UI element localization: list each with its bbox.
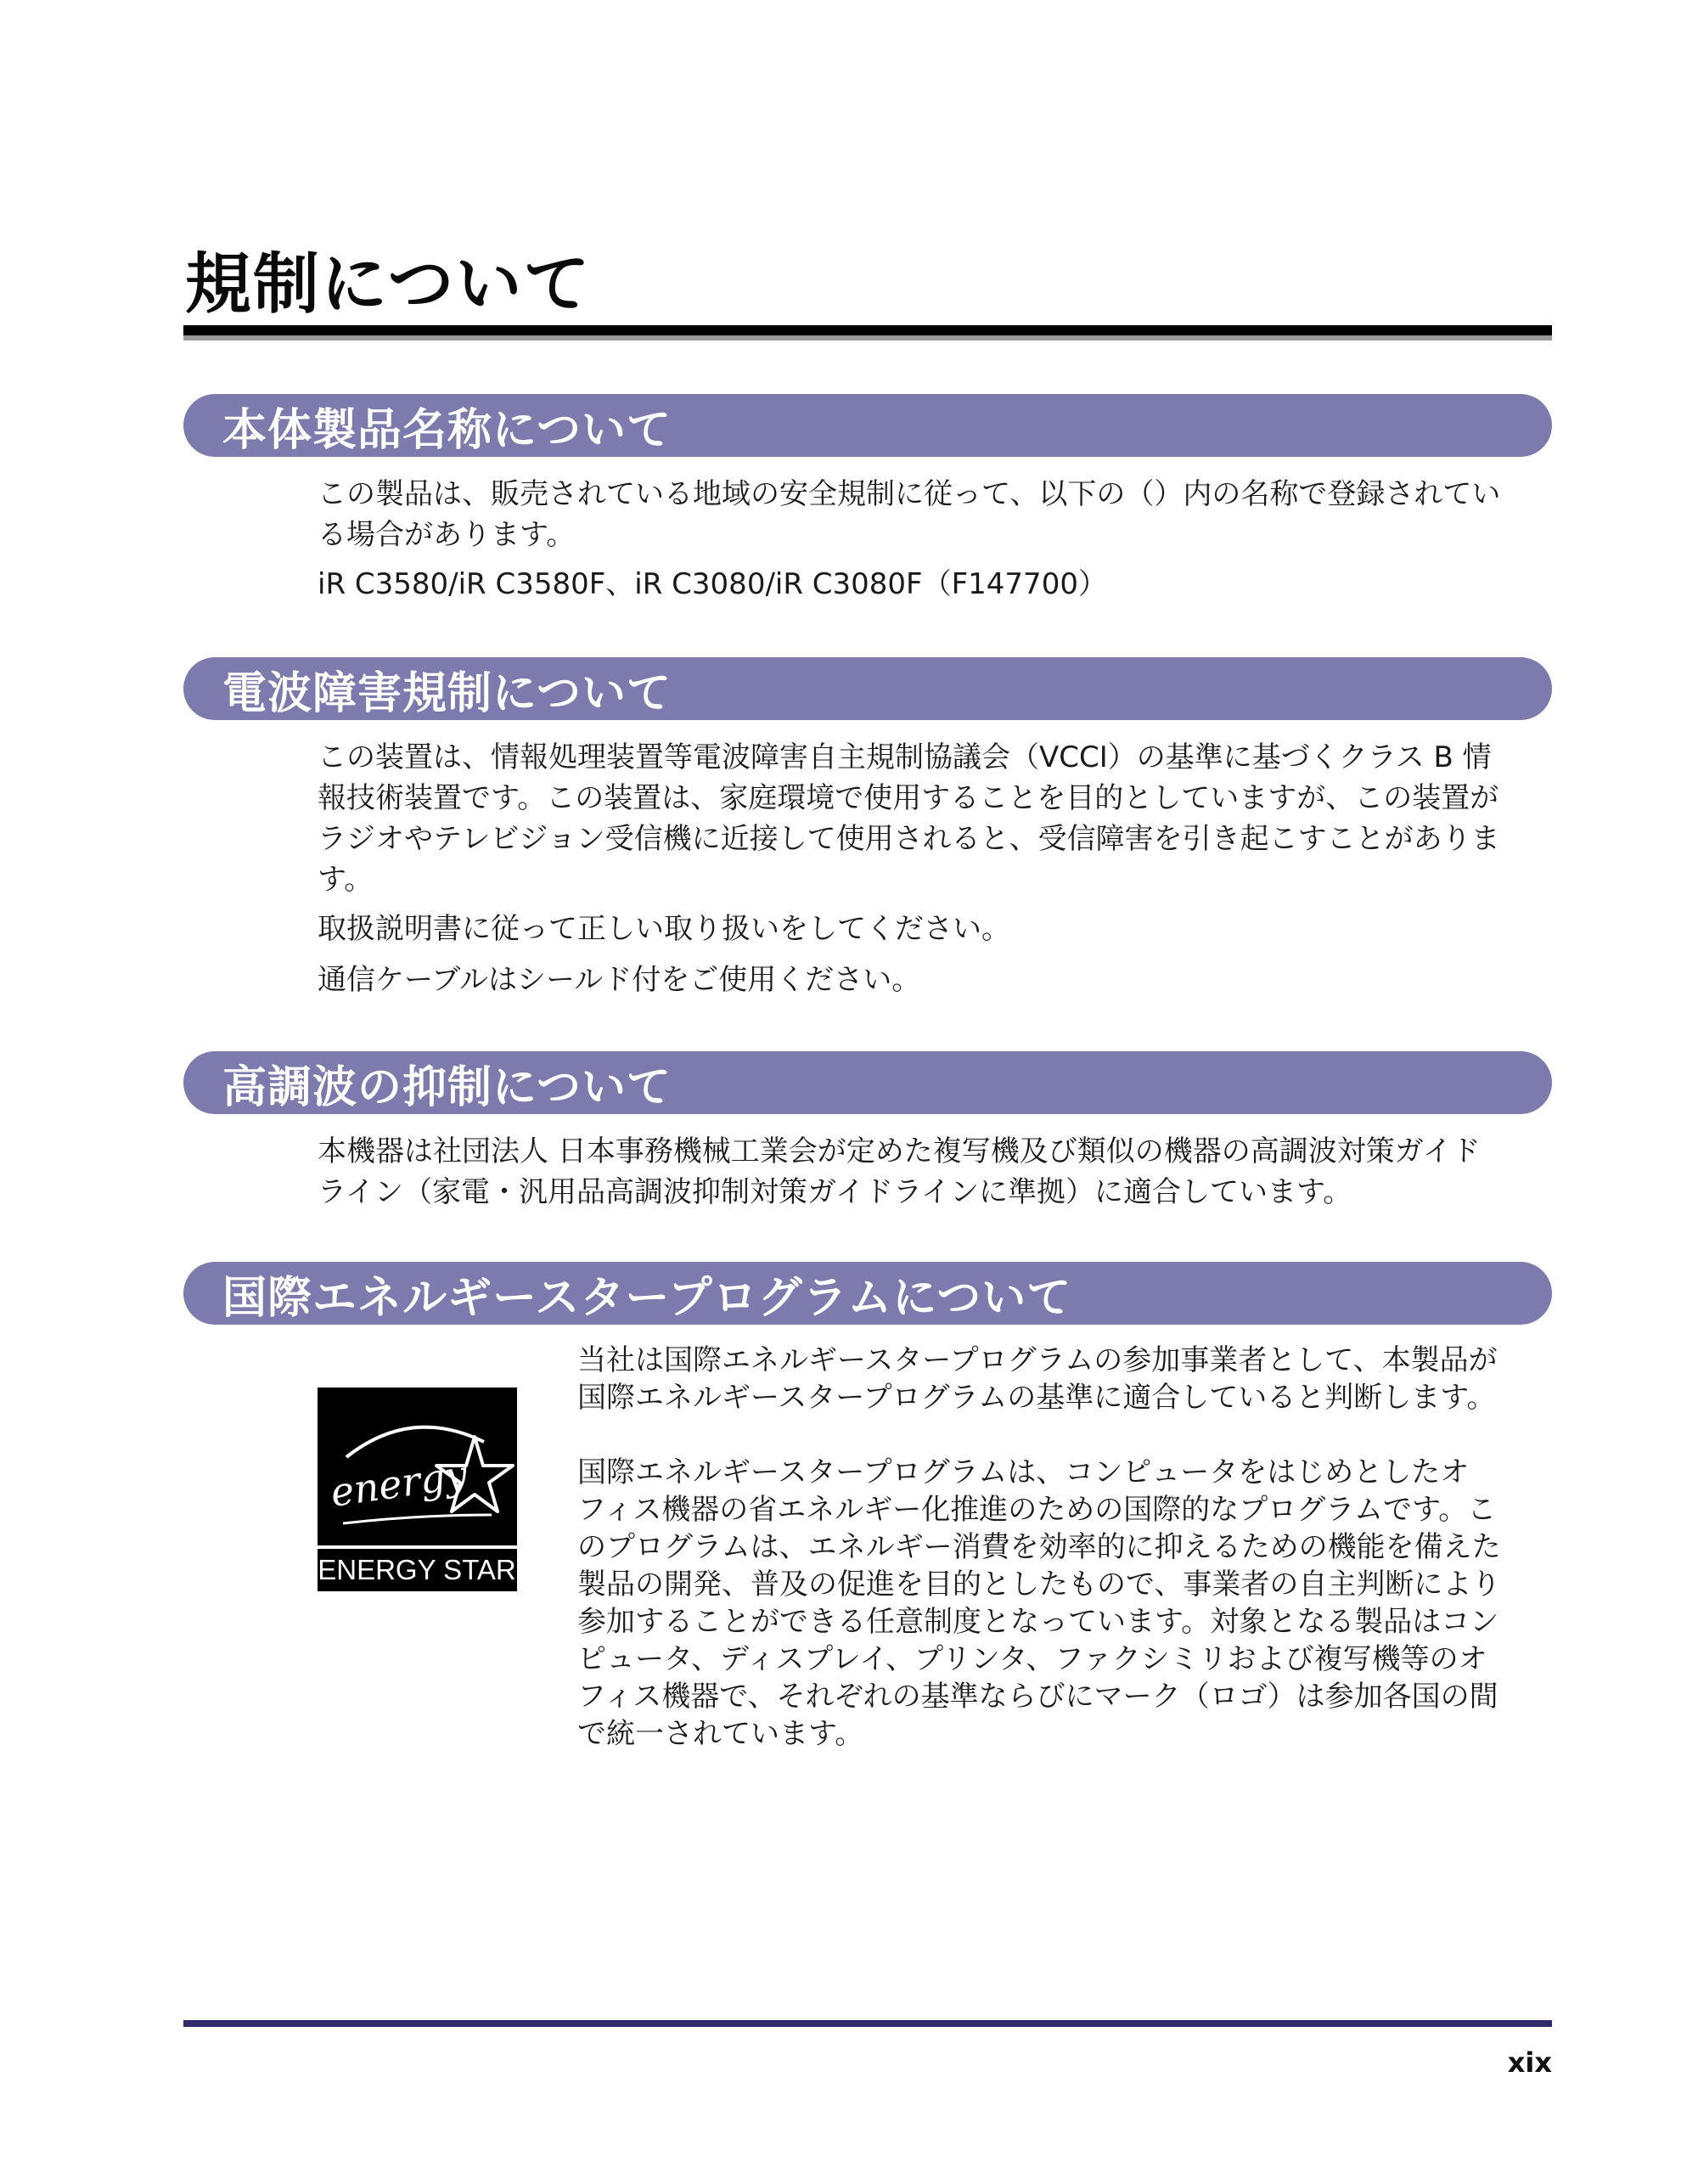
- title-rule: [183, 325, 1552, 335]
- paragraph-line: 国際エネルギースタープログラムの基準に適合していると判断します。: [577, 1381, 1496, 1415]
- paragraph-line: 当社は国際エネルギースタープログラムの参加事業者として、本製品が: [577, 1343, 1498, 1377]
- section-heading-harmonics: [183, 1051, 1552, 1114]
- energy-script-text: energy: [328, 1450, 470, 1516]
- paragraph-line: フィス機器で、それぞれの基準ならびにマーク（ロゴ）は参加各国の間: [577, 1680, 1498, 1714]
- paragraph-line: 取扱説明書に従って正しい取り扱いをしてください。: [318, 912, 1010, 946]
- page-title: 規制について: [185, 246, 592, 323]
- section-heading-text: 電波障害規制について: [222, 667, 672, 719]
- section-heading-product-name: [183, 394, 1552, 457]
- paragraph-line: ライン（家電・汎用品高調波抑制対策ガイドラインに準拠）に適合しています。: [318, 1175, 1352, 1209]
- paragraph-line: で統一されています。: [577, 1717, 864, 1751]
- title-rule-shadow: [183, 335, 1552, 341]
- paragraph-line: 製品の開発、普及の促進を目的としたもので、事業者の自主判断により: [577, 1568, 1501, 1601]
- section-heading-energy-star: [183, 1262, 1552, 1325]
- paragraph-line: ピュータ、ディスプレイ、プリンタ、ファクシミリおよび複写機等のオ: [577, 1642, 1487, 1676]
- section-heading-text: 高調波の抑制について: [222, 1061, 672, 1113]
- paragraph-line: 報技術装置です。この装置は、家庭環境で使用することを目的としていますが、この装置が: [318, 781, 1499, 815]
- page-number: xix: [1507, 2046, 1552, 2079]
- paragraph-line: のプログラムは、エネルギー消費を効率的に抑えるための機能を備えた: [577, 1530, 1501, 1564]
- energy-star-caption: ENERGY STAR: [318, 1554, 516, 1585]
- paragraph-line: 国際エネルギースタープログラムは、コンピュータをはじめとしたオ: [577, 1455, 1470, 1489]
- paragraph-line: この製品は、販売されている地域の安全規制に従って、以下の（）内の名称で登録されてい: [318, 477, 1501, 511]
- section-heading-text: 本体製品名称について: [222, 404, 672, 456]
- section-heading-radio-interference: [183, 657, 1552, 720]
- section-heading-text: 国際エネルギースタープログラムについて: [222, 1272, 1072, 1324]
- energy-star-logo-icon: [318, 1388, 517, 1591]
- footer-rule: [183, 2020, 1552, 2027]
- paragraph-line: 参加することができる任意制度となっています。対象となる製品はコン: [577, 1605, 1499, 1639]
- paragraph-line: ラジオやテレビジョン受信機に近接して使用されると、受信障害を引き起こすことがありま: [318, 822, 1500, 856]
- paragraph-line: 通信ケーブルはシールド付をご使用ください。: [318, 963, 921, 997]
- paragraph-line: この装置は、情報処理装置等電波障害自主規制協議会（VCCI）の基準に基づくクラス B 情: [318, 740, 1492, 774]
- paragraph-line: 本機器は社団法人 日本事務機械工業会が定めた複写機及び類似の機器の高調波対策ガイド: [318, 1134, 1481, 1168]
- paragraph-line: フィス機器の省エネルギー化推進のための国際的なプログラムです。こ: [577, 1493, 1497, 1527]
- paragraph-line: す。: [318, 863, 374, 897]
- paragraph-line: る場合があります。: [318, 518, 576, 552]
- product-model-line: iR C3580/iR C3580F、iR C3080/iR C3080F（F147700）: [318, 567, 1107, 601]
